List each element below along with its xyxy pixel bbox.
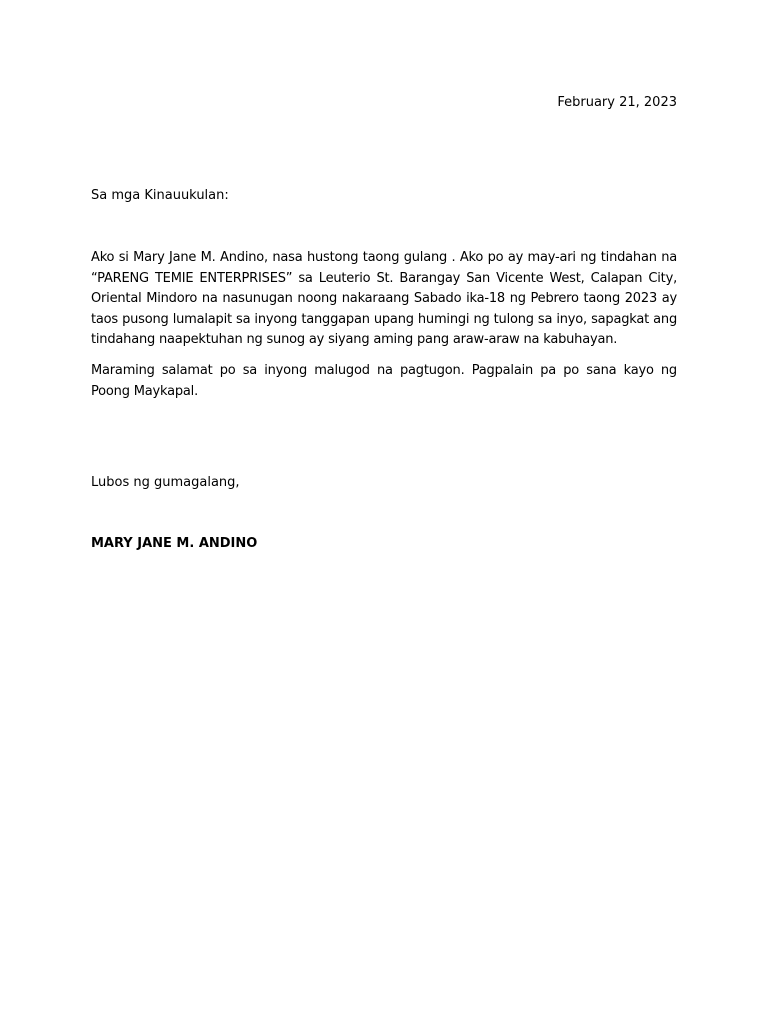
body-paragraph-request: Ako si Mary Jane M. Andino, nasa hustong taong gulang . Ako po ay may-ari ng tindahan na “PARENG TEMIE ENTERPRISES” sa Leuterio St. Barangay San Vicente West, Calapan City, Oriental Mindoro na nasunugan noong nakaraang Sabado ika-18 ng Pebrero taong 2023 ay taos pusong lumalapit sa inyong tanggapan upang humingi ng tulong sa inyo, sapagkat ang tindahang naapektuhan ng sunog ay siyang aming pang araw-araw na kabuhayan. xyxy=(91,250,677,347)
salutation: Sa mga Kinauukulan: xyxy=(91,188,229,203)
body-paragraph-thanks: Maraming salamat po sa inyong malugod na pagtugon. Pagpalain pa po sana kayo ng Poong Maykapal. xyxy=(91,363,677,399)
signatory-name: MARY JANE M. ANDINO xyxy=(91,536,258,551)
closing-line: Lubos ng gumagalang, xyxy=(91,475,240,490)
letter-date: February 21, 2023 xyxy=(557,95,677,110)
